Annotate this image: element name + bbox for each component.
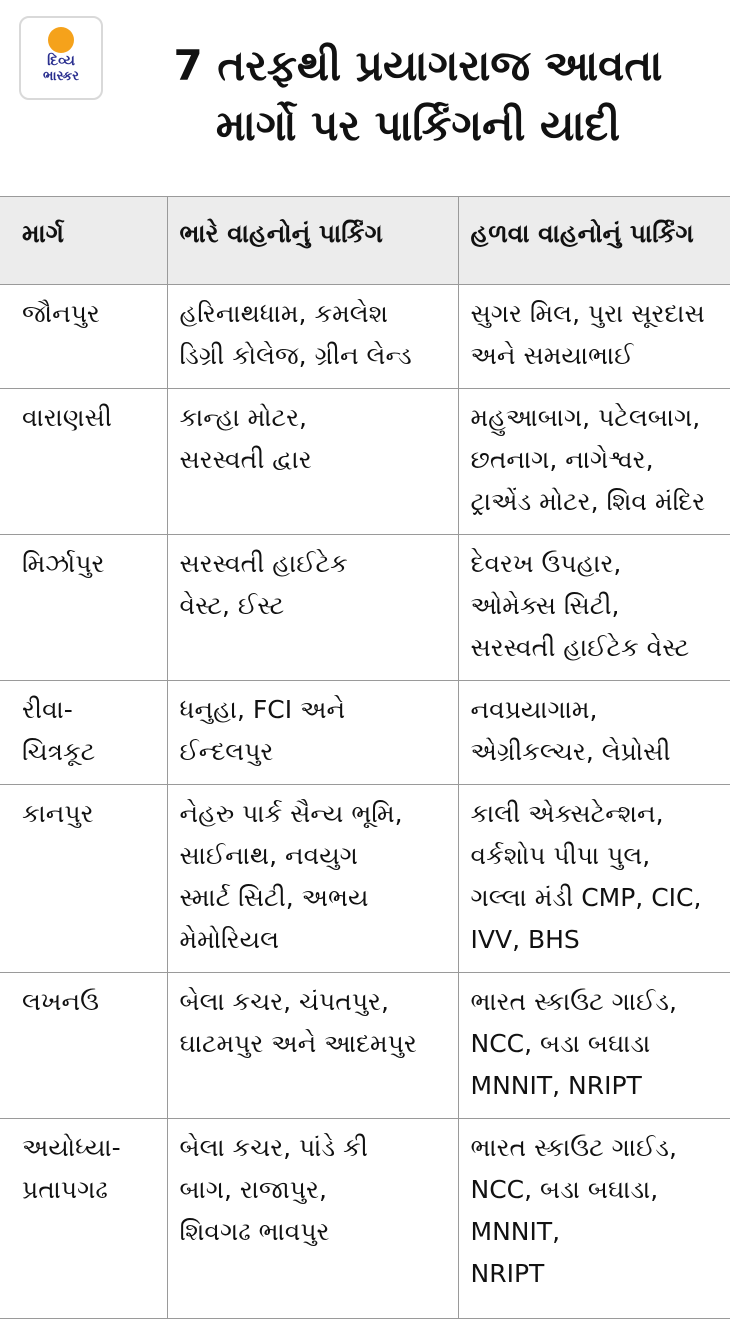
table-row [0, 535, 730, 681]
route-cell: વારાણસી [0, 389, 167, 535]
light-parking-cell: દેવરખ ઉપહાર, ઓમેક્સ સિટી, સરસ્વતી હાઈટેક વેસ્ટ [458, 535, 730, 681]
table-row [0, 285, 730, 389]
logo-line-2: ભાસ્કર [43, 69, 79, 84]
light-parking-cell: સુગર મિલ, પુરા સૂરદાસ અને સમયાભાઈ [458, 285, 730, 389]
table-row [0, 389, 730, 535]
heavy-parking-cell: બેલા કચર, ચંપતપુર, ઘાટમપુર અને આદમપુર [167, 973, 458, 1119]
route-cell: રીવા- ચિત્રકૂટ [0, 681, 167, 785]
light-parking-cell: નવપ્રયાગામ, એગ્રીકલ્ચર, લેપ્રોસી [458, 681, 730, 785]
route-cell: જૌનપુર [0, 285, 167, 389]
light-parking-cell: કાલી એક્સટેન્શન, વર્કશોપ પીપા પુલ, ગલ્લા મંડી CMP, CIC, IVV, BHS [458, 785, 730, 973]
heavy-parking-cell: ધનુહા, FCI અને ઈન્દલપુર [167, 681, 458, 785]
header-route: માર્ગ [0, 197, 167, 285]
page-title: 7 તરફથી પ્રયાગરાજ આવતા માર્ગો પર પાર્કિંગની યાદી [173, 41, 663, 150]
route-cell: મિર્ઝાપુર [0, 535, 167, 681]
heavy-parking-cell: કાન્હા મોટર, સરસ્વતી દ્વાર [167, 389, 458, 535]
header-light-vehicle-parking: હળવા વાહનોનું પાર્કિંગ [458, 197, 730, 285]
logo-line-1: દિવ્ય [47, 53, 75, 69]
light-parking-cell: ભારત સ્કાઉટ ગાઈડ, NCC, બડા બઘાડા, MNNIT, NRIPT [458, 1119, 730, 1319]
table-row [0, 785, 730, 973]
header [0, 0, 730, 196]
route-cell: કાનપુર [0, 785, 167, 973]
divya-bhaskar-logo [19, 16, 103, 100]
heavy-parking-cell: નેહરુ પાર્ક સૈન્ય ભૂમિ, સાઈનાથ, નવયુગ સ્માર્ટ સિટી, અભય મેમોરિયલ [167, 785, 458, 973]
table-header-row [0, 197, 730, 285]
heavy-parking-cell: હરિનાથધામ, કમલેશ ડિગ્રી કોલેજ, ગ્રીન લેન્ડ [167, 285, 458, 389]
route-cell: અયોધ્યા- પ્રતાપગઢ [0, 1119, 167, 1319]
route-cell: લખનઉ [0, 973, 167, 1119]
table-row [0, 973, 730, 1119]
parking-table [0, 196, 730, 1319]
table-row [0, 681, 730, 785]
header-heavy-vehicle-parking: ભારે વાહનોનું પાર્કિંગ [167, 197, 458, 285]
light-parking-cell: મહુઆબાગ, પટેલબાગ, છતનાગ, નાગેશ્વર, ટ્રાએંડ મોટર, શિવ મંદિર [458, 389, 730, 535]
light-parking-cell: ભારત સ્કાઉટ ગાઈડ, NCC, બડા બઘાડા MNNIT, NRIPT [458, 973, 730, 1119]
heavy-parking-cell: સરસ્વતી હાઈટેક વેસ્ટ, ઈસ્ટ [167, 535, 458, 681]
sun-icon [48, 27, 74, 53]
table-row [0, 1119, 730, 1319]
heavy-parking-cell: બેલા કચર, પાંડે કી બાગ, રાજાપુર, શિવગઢ ભાવપુર [167, 1119, 458, 1319]
